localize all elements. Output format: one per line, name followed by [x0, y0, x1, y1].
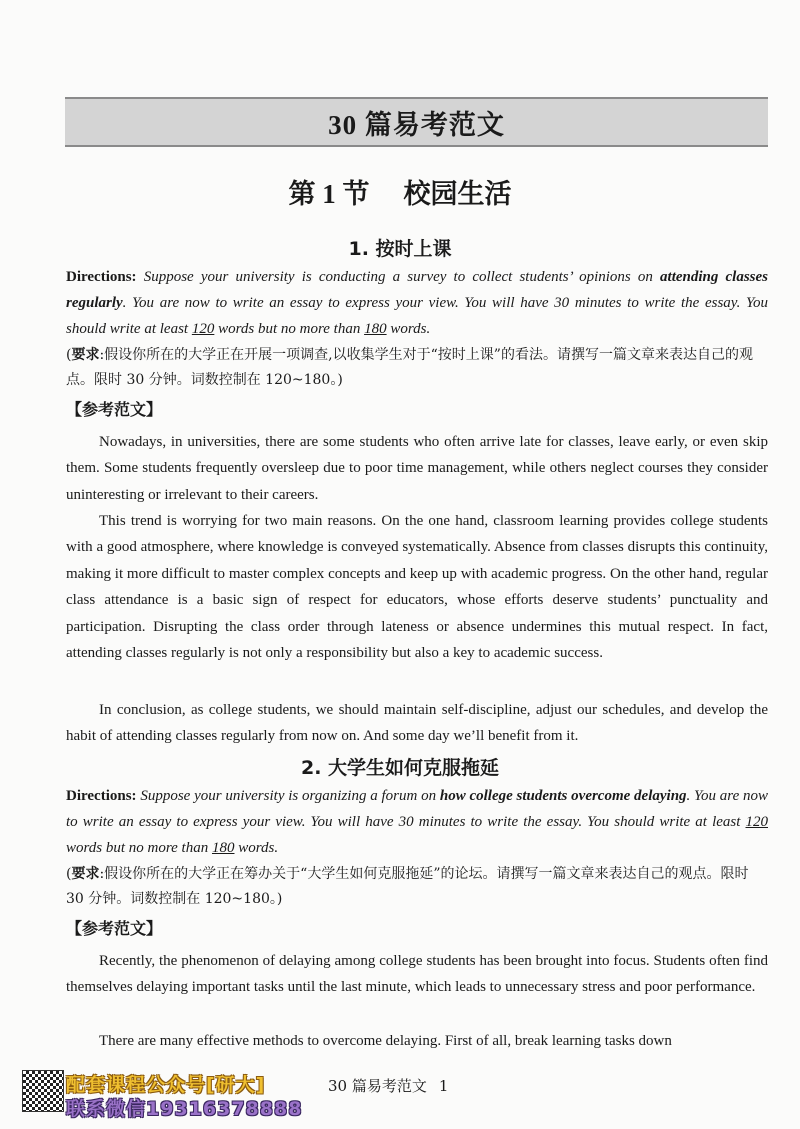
- directions: Directions: Suppose your university is organizing a forum on how college students overcome delaying. You are now to write an essay to express your view. You will have 30 minutes to write the essay. You should write at least 120 words but no more than 180 words.: [66, 788, 768, 856]
- requirements-label: 要求: [71, 347, 100, 363]
- directions: Directions: Suppose your university is conducting a survey to collect students’ opinions on attending classes regularly. You are now to write an essay to express your view. You will have 30 minutes to write the essay. You should write at least 120 words but no more than 180 words.: [66, 269, 769, 337]
- essay-paragraph: Recently, the phenomenon of delaying among college students has been brought into focus. Students often find themselves delaying important tasks until the last minute, which leads to unnecessary stress and poor performance.: [66, 953, 768, 996]
- reference-label: 【参考范文】: [66, 400, 163, 419]
- essay-paragraph: In conclusion, as college students, we should maintain self-discipline, adjust our schedules, and develop the habit of attending classes regularly from now on. And some day we’ll benefit from it.: [66, 702, 768, 745]
- directions-label: Directions:: [66, 269, 137, 285]
- max-words: 180: [364, 321, 387, 337]
- footer-book-title: 30 篇易考范文: [328, 1077, 427, 1095]
- essay-title: 2. 大学生如何克服拖延: [300, 757, 500, 779]
- section-number: 第 1 节: [288, 179, 370, 209]
- watermark-line-2: 联系微信19316378888: [66, 1098, 303, 1120]
- essay-paragraph: There are many effective methods to overcome delaying. First of all, break learning tasks down: [99, 1033, 672, 1049]
- chapter-title: 30 篇易考范文: [328, 109, 505, 140]
- max-words: 180: [211, 840, 235, 856]
- qr-code-icon: [22, 1070, 64, 1112]
- section-name: 校园生活: [403, 179, 512, 209]
- chapter-banner: [65, 97, 768, 147]
- directions-label: Directions:: [66, 788, 137, 804]
- essay-paragraph: This trend is worrying for two main reasons. On the one hand, classroom learning provides college students with a good atmosphere, where knowledge is conveyed systematically. Absence from classes disrupts this continuity, making it more difficult to master complex concepts and keep up with academic progress. On the other hand, regular class attendance is a basic sign of respect for educators, whose efforts deserve students’ punctuality and participation. Disrupting the class order through lateness or absence undermines this mutual respect. In fact, attending classes regularly is not only a responsibility but also a key to academic success.: [66, 513, 768, 662]
- min-words: 120: [191, 321, 215, 337]
- page-footer: [328, 1075, 448, 1096]
- section-heading: [0, 172, 800, 211]
- requirements-label: 要求: [71, 866, 100, 882]
- requirements: (要求:假设你所在的大学正在筹办关于“大学生如何克服拖延”的论坛。请撰写一篇文章来表达自己的观点。限时 30 分钟。词数控制在 120~180。): [66, 866, 749, 907]
- watermark-line-1: 配套课程公众号[研大]: [66, 1074, 266, 1096]
- essay-topic: attending classes regularly: [66, 269, 769, 311]
- reference-label: 【参考范文】: [66, 919, 163, 938]
- requirements: (要求:假设你所在的大学正在开展一项调查,以收集学生对于“按时上课”的看法。请撰写一篇文章来表达自己的观点。限时 30 分钟。词数控制在 120~180。): [66, 347, 753, 388]
- essay-topic: how college students overcome delaying: [439, 788, 687, 804]
- page-number: 1: [438, 1077, 449, 1095]
- min-words: 120: [745, 814, 768, 830]
- essay-paragraph: Nowadays, in universities, there are some students who often arrive late for classes, leave early, or even skip them. Some students frequently oversleep due to poor time management, while others neglect courses they consider uninteresting or irrelevant to their careers.: [66, 434, 768, 503]
- essay-title: 1. 按时上课: [348, 238, 452, 260]
